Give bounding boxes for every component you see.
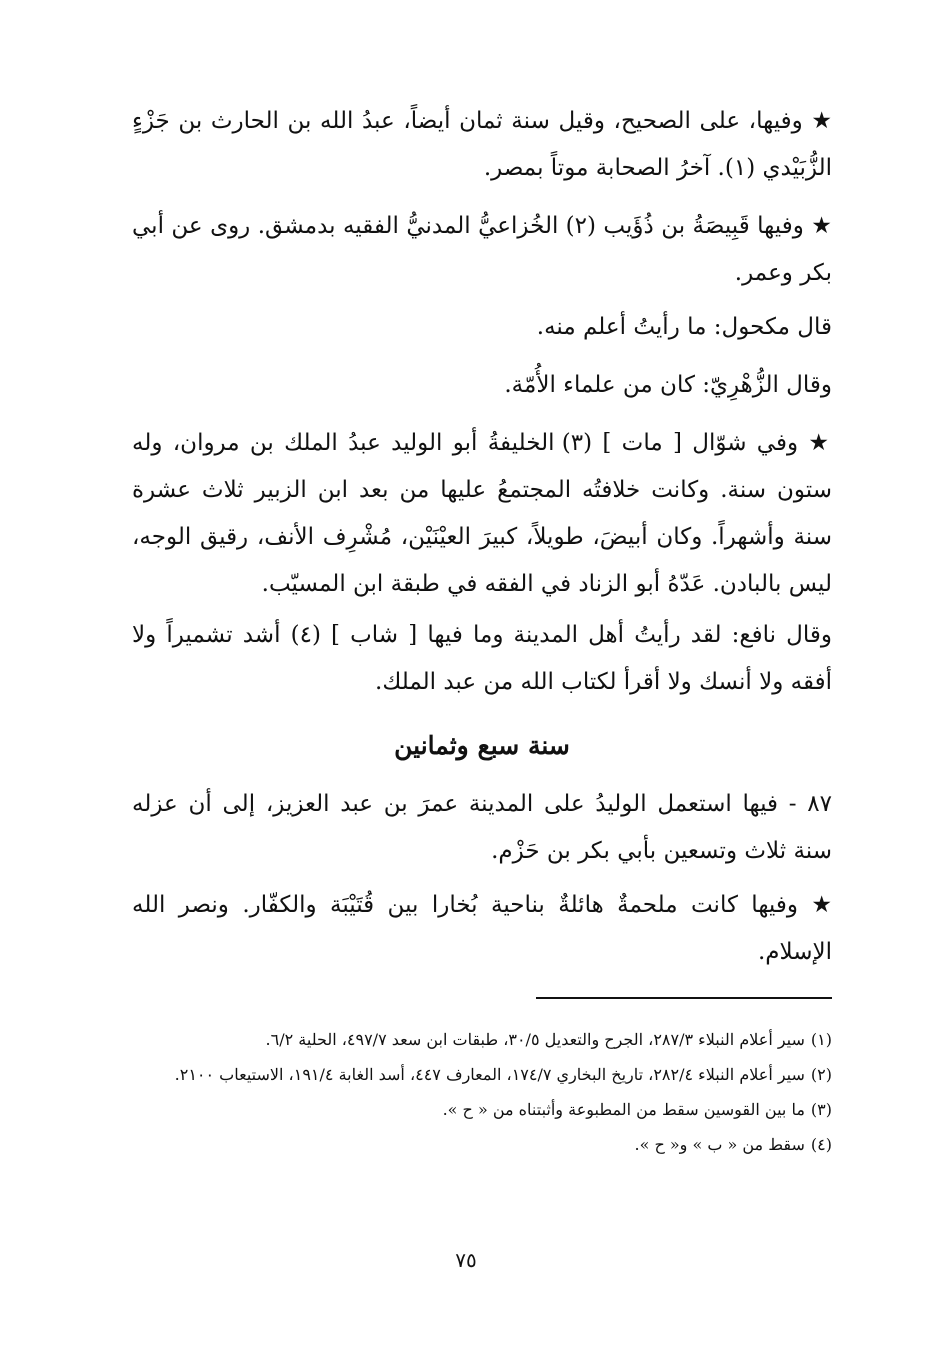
footnote-number: (٤) [810,1135,832,1154]
footnote-number: (٣) [810,1100,832,1119]
footnotes [132,1022,832,1162]
footnote-text: ما بين القوسين سقط من المطبوعة وأثبتناه من « ح ». [442,1100,805,1119]
paragraph-abd-al-malik-death: ★ وفي شوّال [ مات ] (٣) الخليفةُ أبو الوليد عبدُ الملك بن مروان، وله ستون سنة. وكانت خلافتُه المجتمعُ عليها من بعد ابن الزبير ثلاث عشرة سنة وأشهراً. وكان أبيضَ، طويلاً، كبيرَ العيْنَيْن، مُشْرِف الأنف، رقيق الوجه، ليس بالبادن. عَدّهُ أبو الزناد في الفقه في طبقة ابن المسيّب. [132,430,832,597]
footnote-text: سير أعلام النبلاء ٢٨٢/٤، تاريخ البخاري ١٧٤/٧، المعارف ٤٤٧، أسد الغابة ١٩١/٤، الاستيعاب ٢١٠٠. [174,1065,805,1084]
paragraph-zuhri-quote: وقال الزُّهْرِيّ: كان من علماء الأُمّة. [504,372,832,398]
paragraph-qabisa-ibn-dhuayb: ★ وفيها قَبِيصَةُ بن ذُؤَيب (٢) الخُزاعيُّ المدنيُّ الفقيه بدمشق. روى عن أبي بكر وعمر. [132,213,832,286]
paragraph-nafi-quote: وقال نافع: لقد رأيتُ أهل المدينة وما فيها [ شاب ] (٤) أشد تشميراً ولا أفقه ولا أنسك ولا أقرأ لكتاب الله من عبد الملك. [132,622,833,695]
paragraph-abdullah-ibn-al-harith: ★ وفيها، على الصحيح، وقيل سنة ثمان أيضاً، عبدُ الله بن الحارث بن جَزْءٍ الزُّبَيْدي (١). آخرُ الصحابة موتاً بمصر. [132,108,832,181]
footnote-number: (٢) [810,1065,832,1084]
footnote-separator [536,997,832,999]
section-heading-year-87: سنة سبع وثمانين [394,731,570,760]
footnote-item [132,1022,832,1057]
paragraph-bukhara-battle: ★ وفيها كانت ملحمةٌ هائلةٌ بناحية بُخارا بين قُتَيْبَة والكفّار. ونصر الله الإسلام. [132,892,832,965]
paragraph-year-87-governor: ٨٧ - فيها استعمل الوليدُ على المدينة عمرَ بن عبد العزيز، إلى أن عزله سنة ثلاث وتسعين بأبي بكر بن حَزْم. [132,791,832,864]
paragraph-makhul-quote: قال مكحول: ما رأيتُ أعلم منه. [536,314,832,340]
footnote-number: (١) [810,1030,832,1049]
footnote-text: سقط من « ب » و« ح ». [634,1135,805,1154]
footnote-item [132,1127,832,1162]
page-number: ٧٥ [455,1248,477,1272]
footnote-item [132,1057,832,1092]
footnote-text: سير أعلام النبلاء ٢٨٧/٣، الجرح والتعديل ٣٠/٥، طبقات ابن سعد ٤٩٧/٧، الحلية ٦/٢. [265,1030,805,1049]
footnote-item [132,1092,832,1127]
